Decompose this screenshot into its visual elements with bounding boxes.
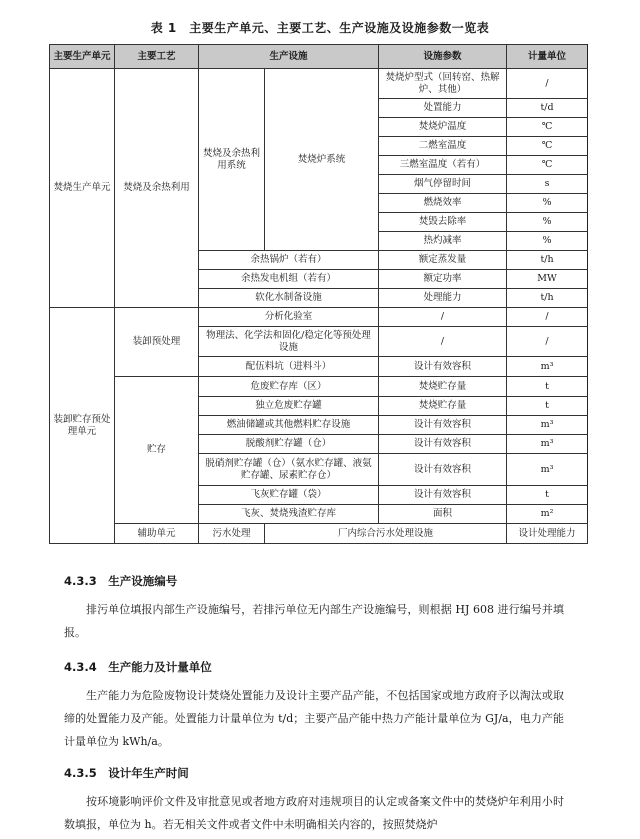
cell-measure: % — [507, 194, 588, 213]
cell-param: 设计有效容积 — [379, 435, 507, 454]
cell-facility: 飞灰、焚烧残渣贮存库 — [199, 505, 379, 524]
facility-table — [49, 44, 588, 544]
cell-facility: 脱硝剂贮存罐（仓）（氨水贮存罐、液氨贮存罐、尿素贮存仓） — [199, 454, 379, 486]
cell-process: 装卸预处理 — [115, 308, 199, 377]
cell-param: 设计有效容积 — [379, 486, 507, 505]
cell-measure: m² — [507, 505, 588, 524]
table-row — [50, 308, 588, 327]
cell-facility: 软化水制备设施 — [199, 289, 379, 308]
cell-param: 焚毁去除率 — [379, 213, 507, 232]
cell-param: 设计有效容积 — [379, 357, 507, 377]
header-process: 主要工艺 — [115, 45, 199, 69]
cell-facility: 飞灰贮存罐（袋） — [199, 486, 379, 505]
cell-facility: 厂内综合污水处理设施 — [265, 524, 507, 544]
cell-facility: 余热锅炉（若有） — [199, 251, 379, 270]
header-unit: 主要生产单元 — [50, 45, 115, 69]
section-heading-4-3-4: 4.3.4 生产能力及计量单位 — [64, 660, 212, 674]
cell-facility: 燃油储罐或其他燃料贮存设施 — [199, 416, 379, 435]
cell-measure: t — [507, 397, 588, 416]
cell-param: 额定功率 — [379, 270, 507, 289]
cell-measure: t/d — [507, 99, 588, 118]
cell-param: 热灼减率 — [379, 232, 507, 251]
cell-unit: 辅助单元 — [115, 524, 199, 544]
cell-process: 焚烧及余热利用 — [115, 69, 199, 308]
cell-measure: / — [507, 69, 588, 99]
cell-facility: 余热发电机组（若有） — [199, 270, 379, 289]
cell-measure: / — [507, 308, 588, 327]
cell-process: 贮存 — [115, 377, 199, 524]
cell-measure: t/h — [507, 251, 588, 270]
cell-param: 面积 — [379, 505, 507, 524]
section-heading-4-3-3: 4.3.3 生产设施编号 — [64, 574, 178, 588]
table-row — [50, 524, 588, 544]
cell-param: 设计有效容积 — [379, 416, 507, 435]
cell-param: 燃烧效率 — [379, 194, 507, 213]
cell-facility: 分析化验室 — [199, 308, 379, 327]
cell-measure: m³ — [507, 454, 588, 486]
cell-facility: 独立危废贮存罐 — [199, 397, 379, 416]
cell-measure: ℃ — [507, 118, 588, 137]
header-unit-measure: 计量单位 — [507, 45, 588, 69]
cell-measure: / — [507, 327, 588, 357]
cell-measure: ℃ — [507, 156, 588, 175]
cell-param: 三燃室温度（若有） — [379, 156, 507, 175]
cell-param: 处置能力 — [379, 99, 507, 118]
cell-param: 烟气停留时间 — [379, 175, 507, 194]
cell-measure: m³ — [507, 416, 588, 435]
cell-param: 焚烧贮存量 — [379, 397, 507, 416]
cell-param: 焚烧炉型式（回转窑、热解炉、其他） — [379, 69, 507, 99]
paragraph-4-3-3: 排污单位填报内部生产设施编号，若排污单位无内部生产设施编号，则根据 HJ 608 进行编号并填报。 — [64, 603, 564, 639]
cell-param: / — [379, 308, 507, 327]
cell-measure: % — [507, 213, 588, 232]
cell-unit: 装卸贮存预处理单元 — [50, 308, 115, 544]
table-header-row — [50, 45, 588, 69]
cell-measure: m³ — [507, 357, 588, 377]
paragraph-4-3-4: 生产能力为危险废物设计焚烧处置能力及设计主要产品产能，不包括国家或地方政府予以淘汰或取缔的处置能力及产能。处置能力计量单位为 t/d；主要产品产能中热力产能计量单位为 GJ/a，电力产能计量单位为 kWh/a。 — [64, 689, 564, 748]
cell-param: / — [379, 327, 507, 357]
cell-param: 二燃室温度 — [379, 137, 507, 156]
cell-unit: 焚烧生产单元 — [50, 69, 115, 308]
cell-measure: t — [507, 377, 588, 397]
cell-measure: t — [507, 486, 588, 505]
header-param: 设施参数 — [379, 45, 507, 69]
cell-param: 设计处理能力 — [507, 524, 588, 544]
cell-measure: MW — [507, 270, 588, 289]
cell-measure: ℃ — [507, 137, 588, 156]
section-heading-4-3-5: 4.3.5 设计年生产时间 — [64, 766, 189, 780]
cell-measure: m³ — [507, 435, 588, 454]
cell-facility: 危废贮存库（区） — [199, 377, 379, 397]
cell-param: 焚烧炉温度 — [379, 118, 507, 137]
cell-param: 处理能力 — [379, 289, 507, 308]
table-row — [50, 69, 588, 99]
cell-facility: 配伍料坑（进料斗） — [199, 357, 379, 377]
cell-param: 额定蒸发量 — [379, 251, 507, 270]
cell-furnace: 焚烧炉系统 — [265, 69, 379, 251]
cell-measure: s — [507, 175, 588, 194]
cell-param: 设计有效容积 — [379, 454, 507, 486]
cell-measure: t/h — [507, 289, 588, 308]
header-facility: 生产设施 — [199, 45, 379, 69]
cell-process: 污水处理 — [199, 524, 265, 544]
cell-facility: 脱酸剂贮存罐（仓） — [199, 435, 379, 454]
table-caption: 表 1 主要生产单元、主要工艺、生产设施及设施参数一览表 — [150, 21, 490, 35]
cell-facility: 物理法、化学法和固化/稳定化等预处理设施 — [199, 327, 379, 357]
cell-measure: % — [507, 232, 588, 251]
cell-system: 焚烧及余热利用系统 — [199, 69, 265, 251]
table-row — [50, 377, 588, 397]
paragraph-4-3-5: 按环境影响评价文件及审批意见或者地方政府对违规项目的认定或备案文件中的焚烧炉年利用小时数填报，单位为 h。若无相关文件或者文件中未明确相关内容的，按照焚烧炉 — [64, 795, 564, 831]
cell-param: 焚烧贮存量 — [379, 377, 507, 397]
